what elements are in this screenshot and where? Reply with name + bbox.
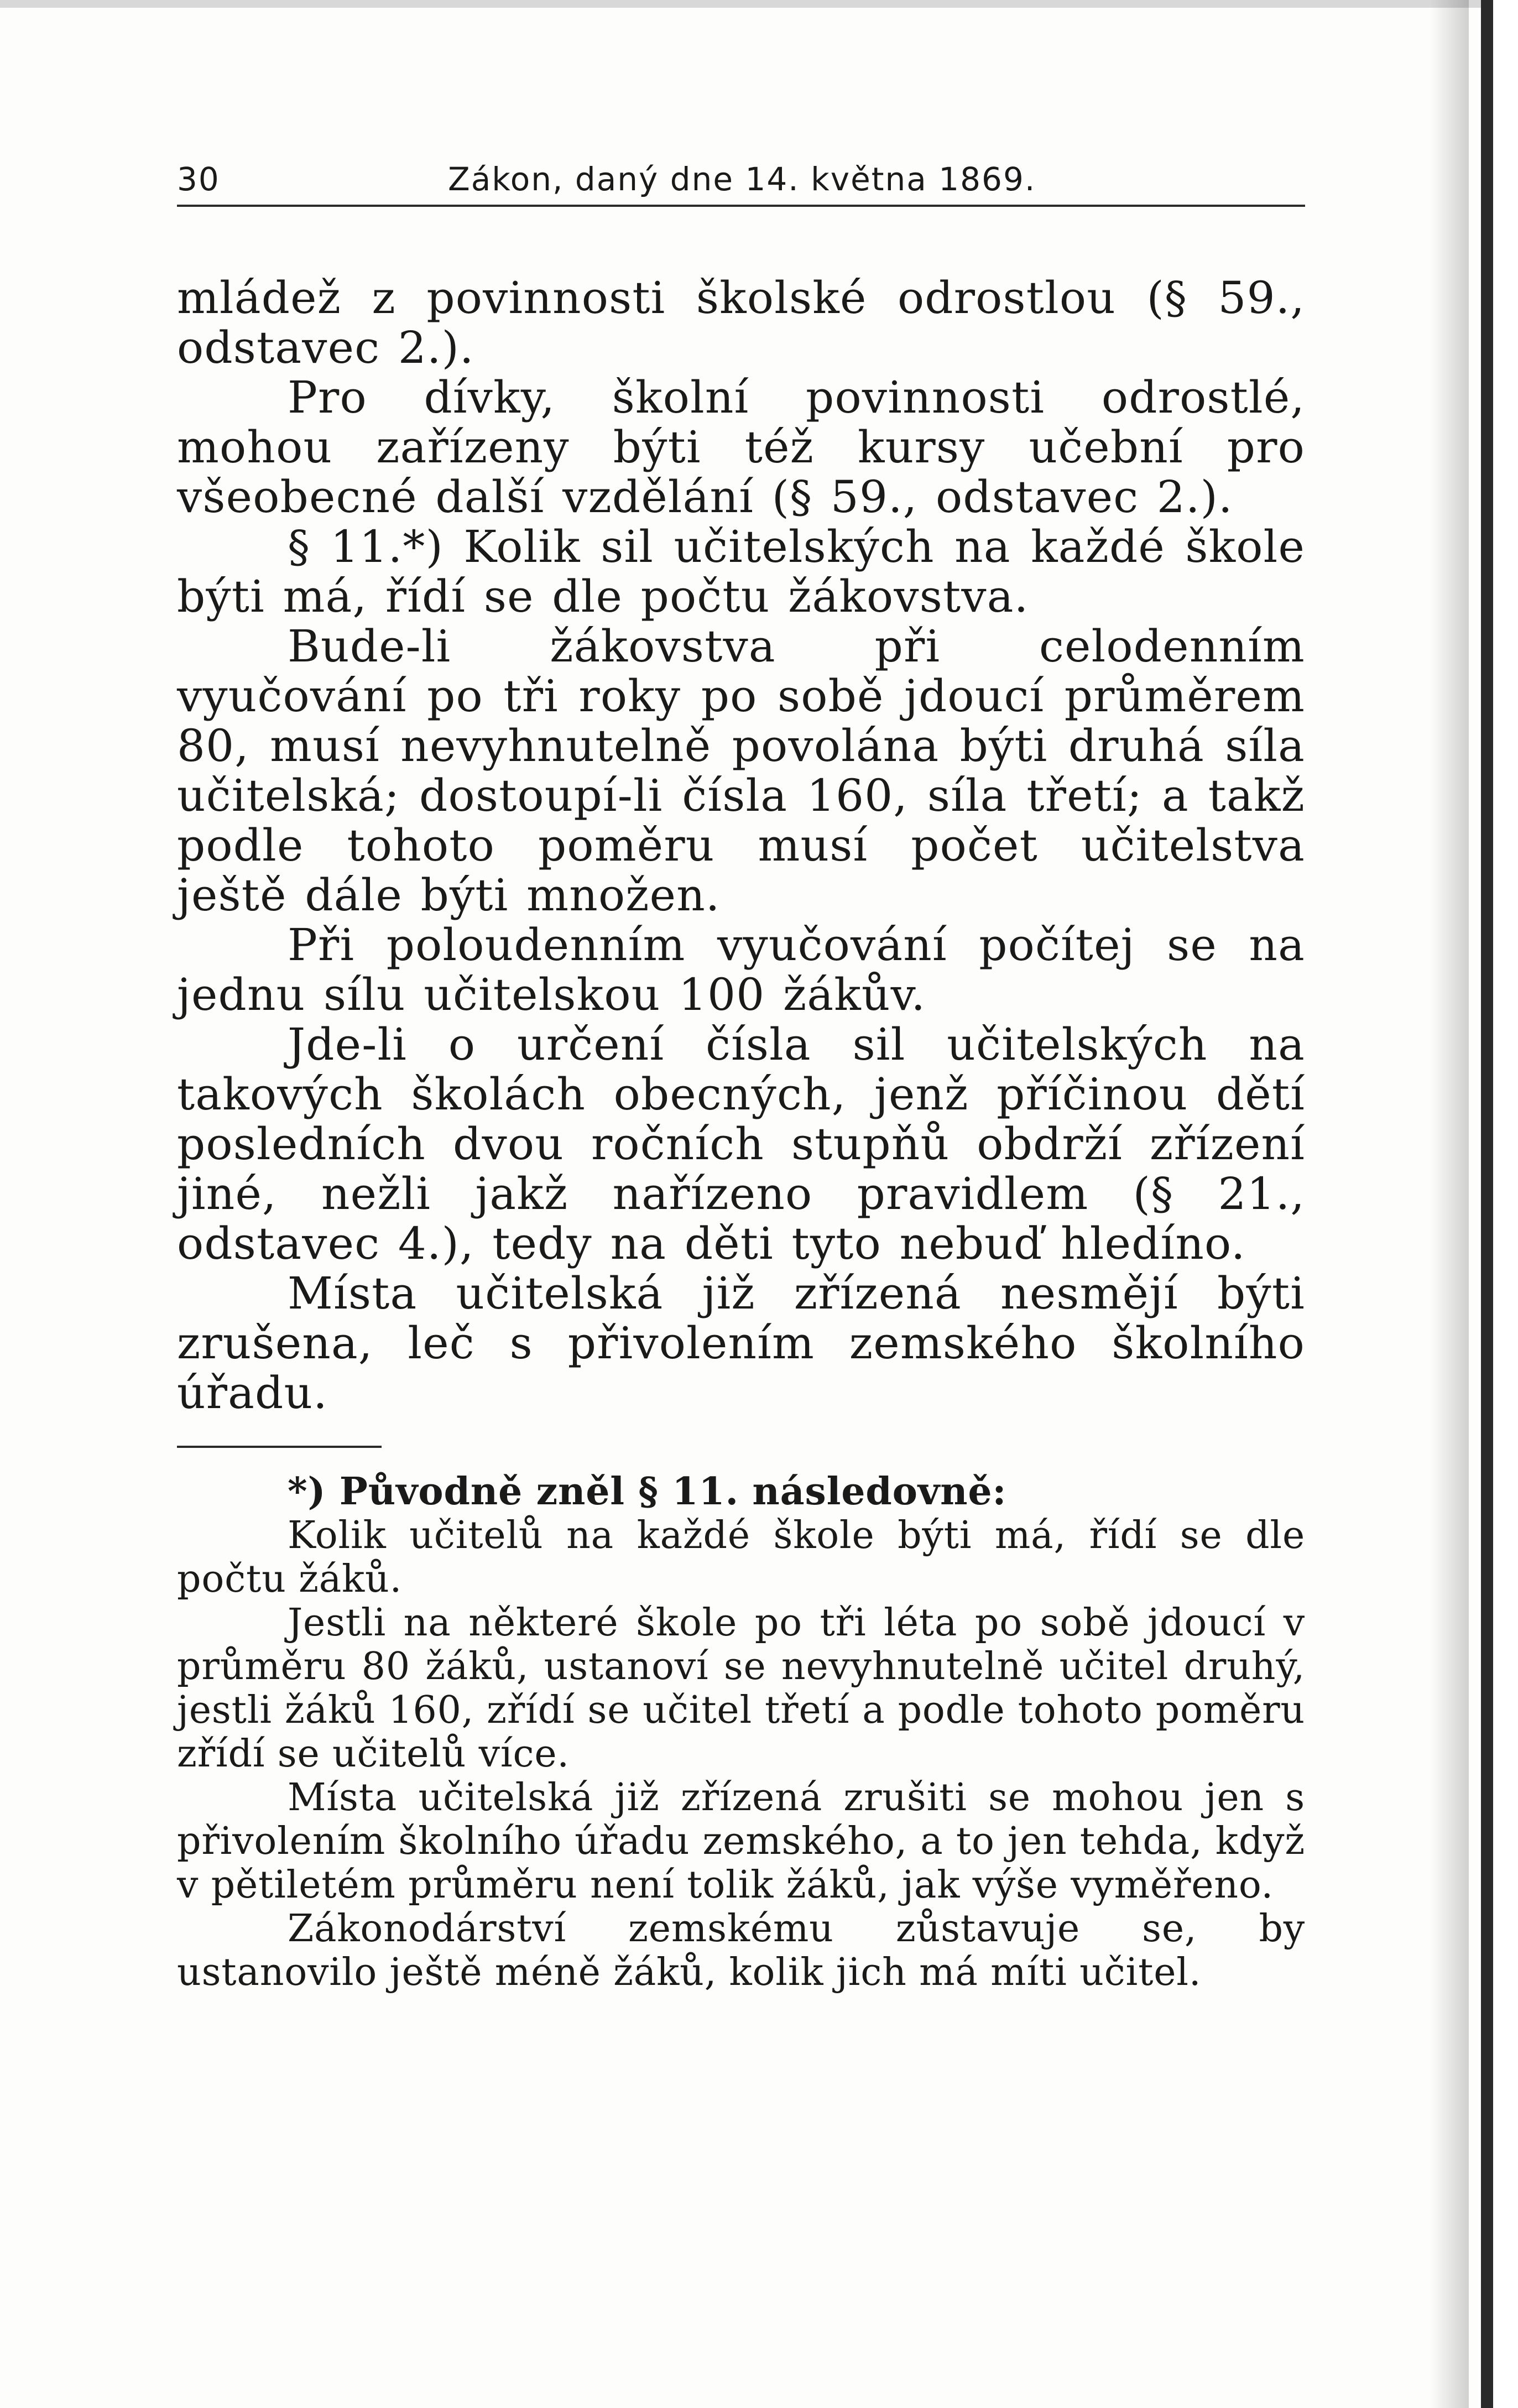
body-paragraph: Pro dívky, školní povinnosti odrostlé, mohou zařízeny býti též kursy učební pro všeobecné další vzdělání (§ 59., odstavec 2.). (177, 372, 1305, 523)
section-11-paragraph: § 11.*) Kolik sil učitelských na každé škole býti má, řídí se dle počtu žákovstva. (177, 521, 1305, 622)
footnote-paragraph: Kolik učitelů na každé škole býti má, řídí se dle počtu žáků. (177, 1514, 1305, 1601)
footnote-heading: *) Původně zněl § 11. následovně: (288, 1469, 1007, 1514)
gutter-shadow (1430, 0, 1469, 2408)
body-paragraph: Místa učitelská již zřízená nesmějí býti zrušena, leč s přivolením zemského školního úřadu. (177, 1268, 1305, 1419)
running-title: Zákon, daný dne 14. května 1869. (448, 160, 1036, 198)
footnote-paragraph: Místa učitelská již zřízená zrušiti se mohou jen s přivolením školního úřadu zemského, a to jen tehda, když v pětiletém průměru není tolik žáků, jak výše vyměřeno. (177, 1776, 1305, 1907)
footnote (177, 1470, 1305, 1994)
footnote-paragraph: Jestli na některé škole po tři léta po sobě jdoucí v průměru 80 žáků, ustanoví se nevyhnutelně učitel druhý, jestli žáků 160, zřídí se učitel třetí a podle tohoto poměru zřídí se učitelů více. (177, 1601, 1305, 1776)
page-number: 30 (177, 160, 220, 198)
footnote-rule (177, 1446, 382, 1448)
body-text (177, 273, 1305, 1418)
page-content (177, 149, 1305, 1994)
body-paragraph: Při poloudenním vyučování počítej se na jednu sílu učitelskou 100 žákův. (177, 919, 1305, 1020)
body-paragraph: mládež z povinnosti školské odrostlou (§ 59., odstavec 2.). (177, 272, 1305, 373)
footnote-paragraph: Zákonodárství zemskému zůstavuje se, by ustanovilo ještě méně žáků, kolik jich má míti učitel. (177, 1907, 1305, 1994)
header-rule (177, 205, 1305, 207)
body-paragraph: Bude-li žákovstva při celodenním vyučování po tři roky po sobě jdoucí průměrem 80, musí nevyhnutelně povolána býti druhá síla učitelská; dostoupí-li čísla 160, síla třetí; a takž podle tohoto poměru musí počet učitelstva ještě dále býti množen. (177, 621, 1305, 921)
top-edge (0, 0, 1481, 8)
running-head (177, 149, 1305, 199)
body-paragraph: Jde-li o určení čísla sil učitelských na takových školách obecných, jenž příčinou dětí posledních dvou ročních stupňů obdrží zřízení jiné, nežli jakž nařízeno pravidlem (§ 21., odstavec 4.), tedy na děti tyto nebuď hledíno. (177, 1019, 1305, 1269)
